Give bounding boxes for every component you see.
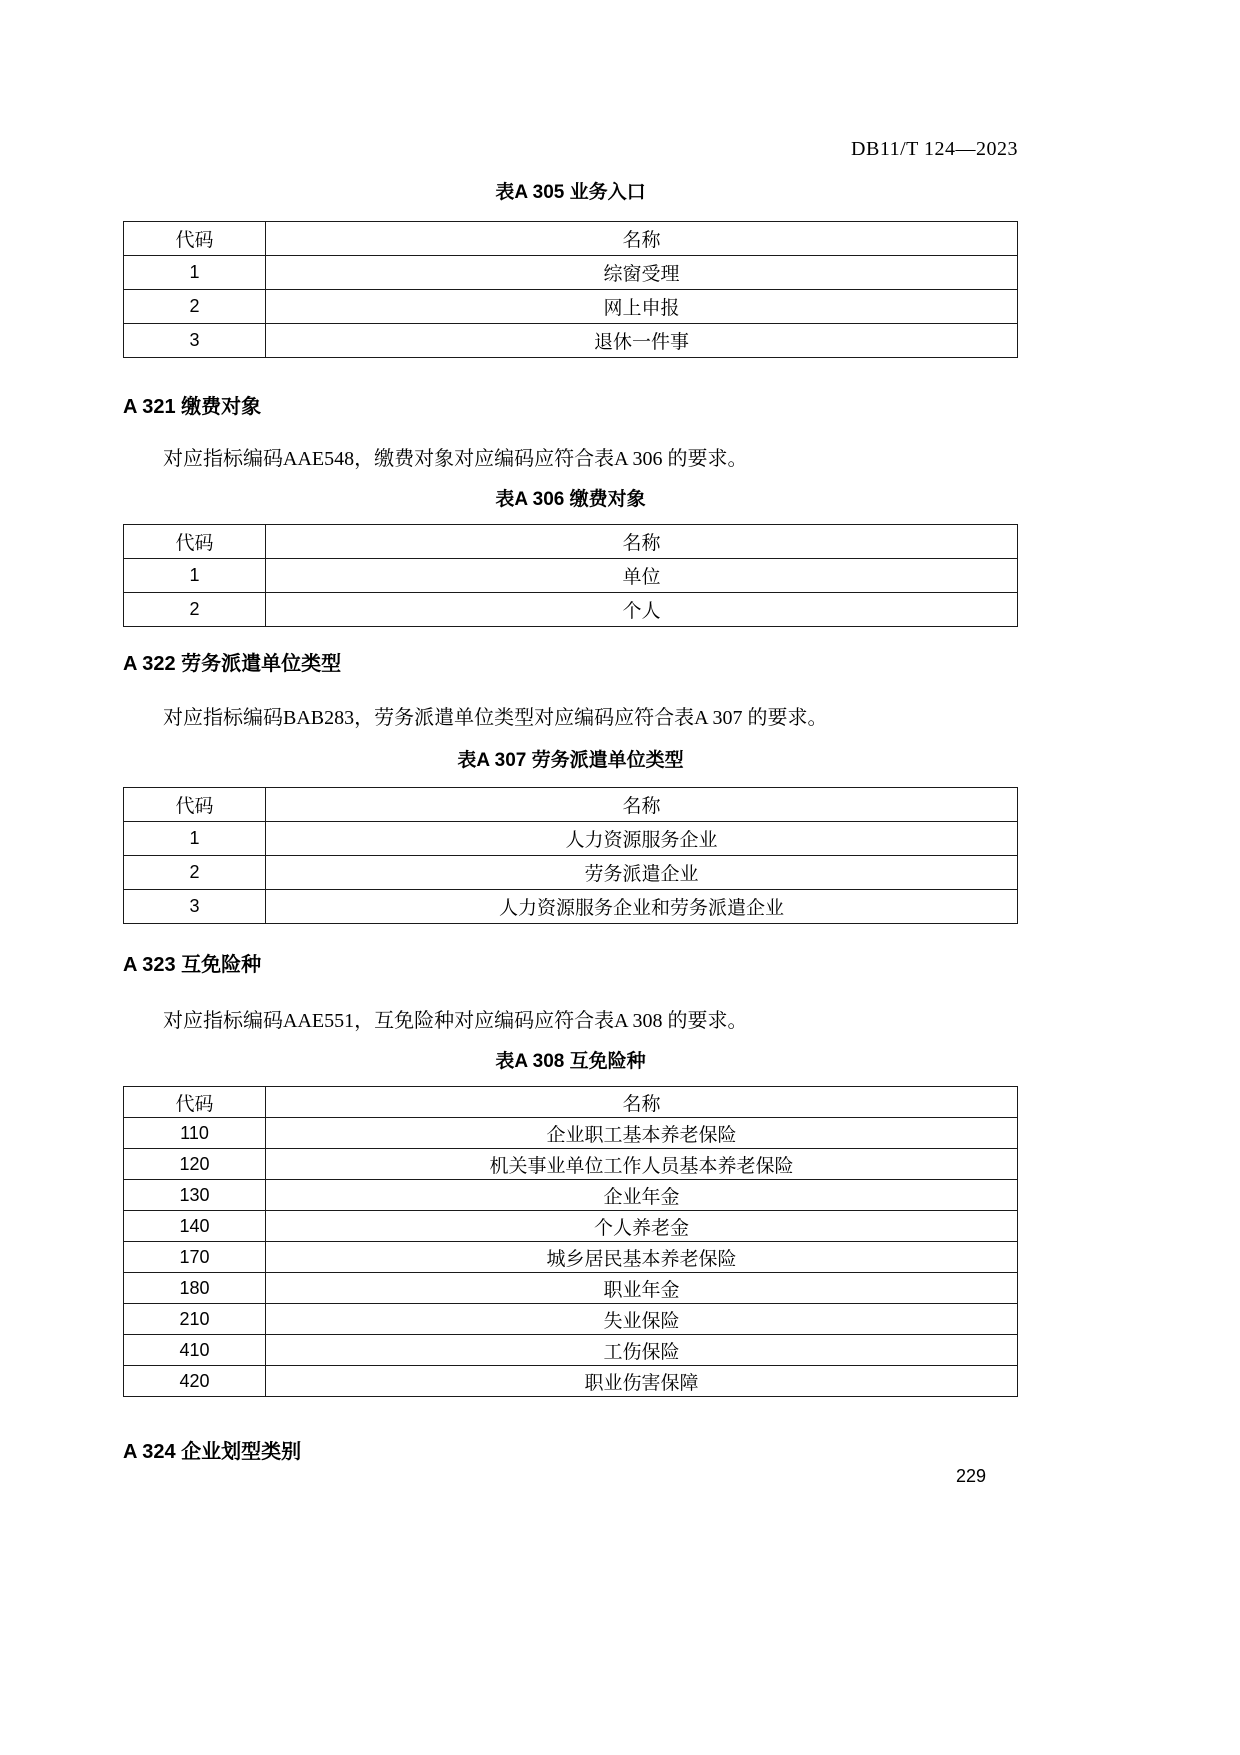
table-row — [124, 1211, 1018, 1242]
table-header-row — [124, 222, 1018, 256]
col-header-code: 代码 — [124, 788, 266, 822]
col-header-name: 名称 — [266, 1087, 1018, 1118]
cell-name: 网上申报 — [266, 290, 1018, 324]
section-heading-a321: A 321 缴费对象 — [123, 396, 262, 418]
cell-code: 410 — [124, 1335, 266, 1366]
cell-code: 180 — [124, 1273, 266, 1304]
table-row — [124, 856, 1018, 890]
section-heading-a324: A 324 企业划型类别 — [123, 1441, 302, 1463]
cell-code: 3 — [124, 890, 266, 924]
table-row — [124, 1118, 1018, 1149]
table-row — [124, 822, 1018, 856]
cell-name: 退休一件事 — [266, 324, 1018, 358]
cell-code: 130 — [124, 1180, 266, 1211]
cell-code: 1 — [124, 559, 266, 593]
table-a307-caption: 表A 307 劳务派遣单位类型 — [457, 750, 684, 771]
section-paragraph-a322: 对应指标编码BAB283，劳务派遣单位类型对应编码应符合表A 307 的要求。 — [163, 707, 828, 729]
table-row — [124, 1180, 1018, 1211]
col-header-code: 代码 — [124, 1087, 266, 1118]
section-paragraph-a321: 对应指标编码AAE548，缴费对象对应编码应符合表A 306 的要求。 — [163, 448, 748, 470]
cell-name: 人力资源服务企业 — [266, 822, 1018, 856]
section-paragraph-a323: 对应指标编码AAE551，互免险种对应编码应符合表A 308 的要求。 — [163, 1010, 748, 1032]
section-heading-a322: A 322 劳务派遣单位类型 — [123, 653, 342, 675]
cell-code: 2 — [124, 290, 266, 324]
table-row — [124, 890, 1018, 924]
table-a306 — [123, 524, 1018, 627]
cell-name: 单位 — [266, 559, 1018, 593]
table-header-row — [124, 788, 1018, 822]
table-a308-caption: 表A 308 互免险种 — [495, 1051, 646, 1072]
cell-name: 个人养老金 — [266, 1211, 1018, 1242]
col-header-code: 代码 — [124, 525, 266, 559]
page-content — [123, 0, 1018, 1465]
table-row — [124, 1273, 1018, 1304]
cell-name: 失业保险 — [266, 1304, 1018, 1335]
cell-code: 3 — [124, 324, 266, 358]
table-a305 — [123, 221, 1018, 358]
col-header-name: 名称 — [266, 222, 1018, 256]
cell-code: 1 — [124, 256, 266, 290]
cell-code: 210 — [124, 1304, 266, 1335]
cell-name: 人力资源服务企业和劳务派遣企业 — [266, 890, 1018, 924]
col-header-name: 名称 — [266, 525, 1018, 559]
cell-code: 170 — [124, 1242, 266, 1273]
table-a305-caption: 表A 305 业务入口 — [495, 182, 646, 203]
cell-name: 企业年金 — [266, 1180, 1018, 1211]
cell-code: 2 — [124, 593, 266, 627]
cell-name: 综窗受理 — [266, 256, 1018, 290]
cell-name: 工伤保险 — [266, 1335, 1018, 1366]
table-row — [124, 256, 1018, 290]
table-row — [124, 1304, 1018, 1335]
cell-code: 120 — [124, 1149, 266, 1180]
cell-name: 劳务派遣企业 — [266, 856, 1018, 890]
cell-name: 机关事业单位工作人员基本养老保险 — [266, 1149, 1018, 1180]
page-number: 229 — [956, 1466, 987, 1486]
cell-name: 个人 — [266, 593, 1018, 627]
table-header-row — [124, 525, 1018, 559]
table-row — [124, 1242, 1018, 1273]
table-a308 — [123, 1086, 1018, 1397]
cell-code: 140 — [124, 1211, 266, 1242]
cell-name: 职业伤害保障 — [266, 1366, 1018, 1397]
table-row — [124, 324, 1018, 358]
cell-code: 110 — [124, 1118, 266, 1149]
cell-name: 城乡居民基本养老保险 — [266, 1242, 1018, 1273]
col-header-name: 名称 — [266, 788, 1018, 822]
cell-code: 2 — [124, 856, 266, 890]
table-row — [124, 559, 1018, 593]
section-heading-a323: A 323 互免险种 — [123, 954, 262, 976]
table-row — [124, 1149, 1018, 1180]
cell-code: 1 — [124, 822, 266, 856]
col-header-code: 代码 — [124, 222, 266, 256]
table-row — [124, 593, 1018, 627]
table-header-row — [124, 1087, 1018, 1118]
cell-code: 420 — [124, 1366, 266, 1397]
document-code: DB11/T 124—2023 — [851, 138, 1018, 160]
table-a307 — [123, 787, 1018, 924]
table-row — [124, 1335, 1018, 1366]
cell-name: 企业职工基本养老保险 — [266, 1118, 1018, 1149]
table-row — [124, 1366, 1018, 1397]
table-row — [124, 290, 1018, 324]
cell-name: 职业年金 — [266, 1273, 1018, 1304]
table-a306-caption: 表A 306 缴费对象 — [495, 489, 646, 510]
